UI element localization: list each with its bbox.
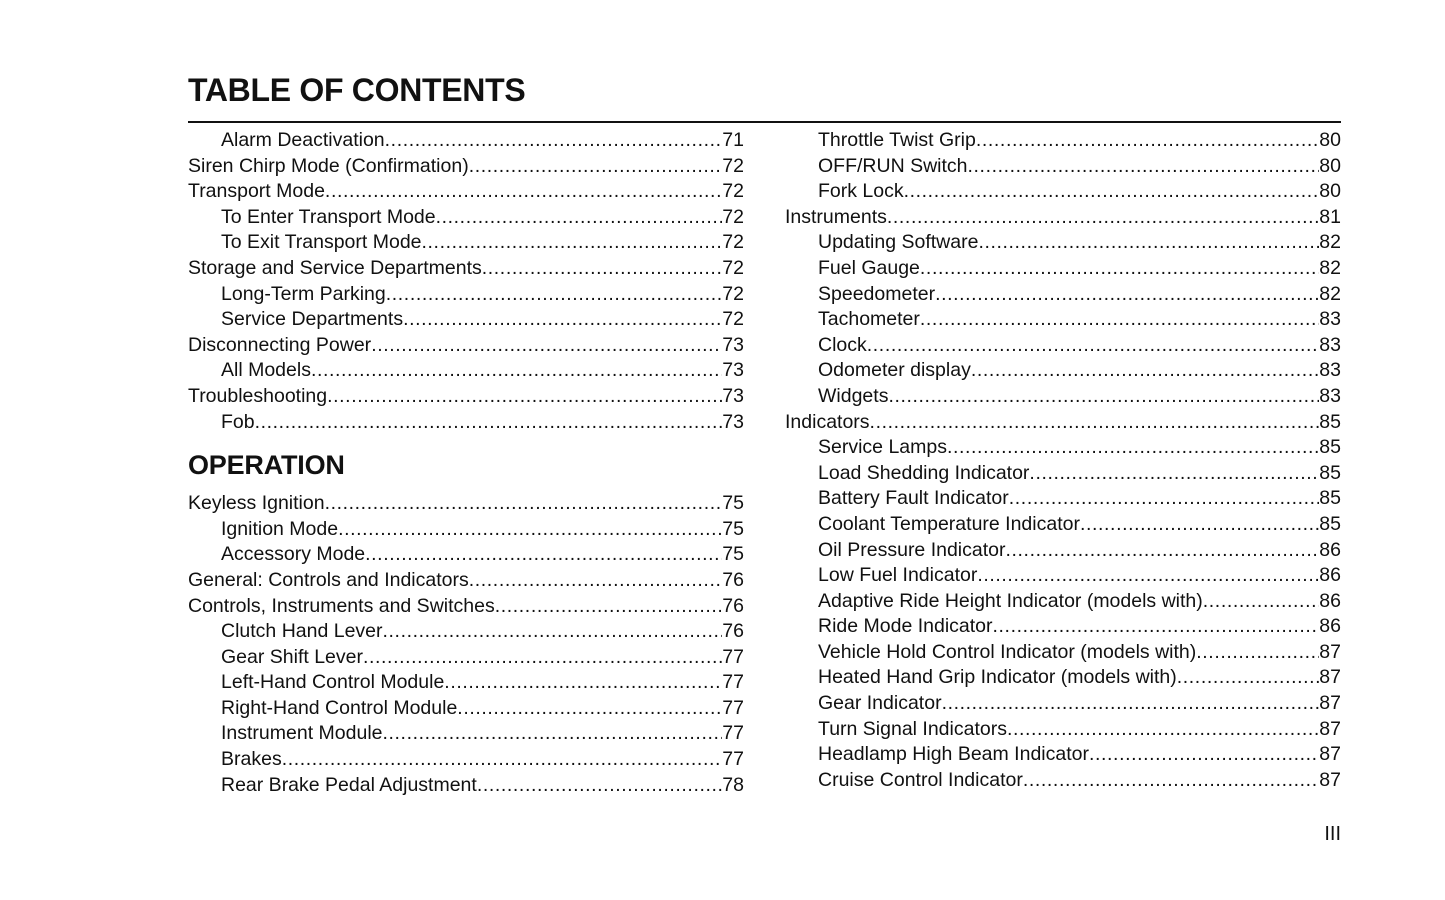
toc-entry-label: Load Shedding Indicator	[818, 461, 1030, 484]
toc-entry-page: 72	[722, 154, 744, 177]
toc-entry[interactable]	[785, 282, 1341, 308]
toc-entry-label: Clutch Hand Lever	[221, 620, 383, 643]
toc-entry-page: 85	[1319, 512, 1341, 535]
toc-entry[interactable]	[188, 594, 744, 620]
toc-entry-label: Battery Fault Indicator	[818, 487, 1009, 510]
dot-leader	[365, 542, 722, 568]
toc-entry-page: 73	[722, 359, 744, 382]
toc-entry-page: 87	[1319, 768, 1341, 791]
dot-leader	[371, 333, 722, 359]
dot-leader	[403, 307, 722, 333]
toc-entry-page: 77	[722, 748, 744, 771]
toc-entry-label: Accessory Mode	[221, 543, 366, 566]
toc-entry-label: Coolant Temperature Indicator	[818, 512, 1080, 535]
toc-entry-label: Storage and Service Departments	[188, 256, 482, 279]
toc-entry[interactable]	[785, 154, 1341, 180]
toc-entry[interactable]	[785, 410, 1341, 436]
toc-entry-page: 83	[1319, 333, 1341, 356]
toc-entry-label: Controls, Instruments and Switches	[188, 594, 495, 617]
dot-leader	[1080, 512, 1319, 538]
toc-entry-label: Troubleshooting	[188, 384, 328, 407]
page-title: TABLE OF CONTENTS	[188, 72, 526, 108]
toc-entry[interactable]	[785, 205, 1341, 231]
dot-leader	[947, 435, 1319, 461]
toc-entry-page: 85	[1319, 461, 1341, 484]
toc-entry[interactable]	[785, 486, 1341, 512]
toc-entry[interactable]	[785, 691, 1341, 717]
toc-entry-page: 87	[1319, 717, 1341, 740]
toc-entry[interactable]	[785, 179, 1341, 205]
dot-leader	[436, 205, 723, 231]
toc-entry-label: Turn Signal Indicators	[818, 717, 1007, 740]
dot-leader	[457, 696, 722, 722]
toc-entry-label: Adaptive Ride Height Indicator (models with)	[818, 589, 1203, 612]
toc-right-column	[785, 128, 1341, 793]
dot-leader	[311, 358, 722, 384]
toc-entry[interactable]	[188, 410, 744, 436]
toc-entry[interactable]	[785, 589, 1341, 615]
toc-list-operation	[188, 491, 744, 798]
toc-entry-label: Low Fuel Indicator	[818, 564, 978, 587]
toc-entry-page: 72	[722, 205, 744, 228]
toc-entry[interactable]	[785, 665, 1341, 691]
toc-entry-page: 75	[722, 492, 744, 515]
toc-entry-label: Long-Term Parking	[221, 282, 386, 305]
toc-entry[interactable]	[188, 230, 744, 256]
toc-entry[interactable]	[188, 256, 744, 282]
toc-entry-label: Speedometer	[818, 282, 936, 305]
toc-entry-label: Cruise Control Indicator	[818, 768, 1023, 791]
dot-leader	[968, 154, 1320, 180]
toc-entry-label: Disconnecting Power	[188, 333, 372, 356]
toc-entry-label: All Models	[221, 359, 311, 382]
toc-entry[interactable]	[785, 614, 1341, 640]
toc-entry-page: 77	[722, 722, 744, 745]
dot-leader	[325, 179, 722, 205]
toc-entry-label: Instruments	[785, 205, 887, 228]
toc-entry-page: 86	[1319, 538, 1341, 561]
toc-entry-page: 83	[1319, 359, 1341, 382]
toc-entry-label: General: Controls and Indicators	[188, 568, 469, 591]
toc-entry[interactable]	[188, 645, 744, 671]
toc-entry-label: Fob	[221, 410, 255, 433]
toc-entry-label: Fuel Gauge	[818, 256, 920, 279]
toc-entry-label: Ride Mode Indicator	[818, 615, 993, 638]
dot-leader	[255, 410, 723, 436]
dot-leader	[920, 256, 1319, 282]
dot-leader	[870, 410, 1320, 436]
toc-entry-label: Vehicle Hold Control Indicator (models with)	[818, 640, 1197, 663]
toc-entry-label: Brakes	[221, 748, 282, 771]
dot-leader	[942, 691, 1320, 717]
toc-entry-page: 85	[1319, 436, 1341, 459]
toc-entry[interactable]	[188, 619, 744, 645]
toc-entry[interactable]	[785, 307, 1341, 333]
toc-entry[interactable]	[188, 773, 744, 799]
toc-entry-page: 83	[1319, 384, 1341, 407]
toc-entry-label: Updating Software	[818, 231, 979, 254]
dot-leader	[1023, 768, 1319, 794]
dot-leader	[422, 230, 723, 256]
toc-entry[interactable]	[188, 491, 744, 517]
dot-leader	[887, 205, 1319, 231]
toc-entry-label: Keyless Ignition	[188, 492, 325, 515]
dot-leader	[977, 563, 1319, 589]
dot-leader	[477, 773, 722, 799]
toc-entry[interactable]	[785, 128, 1341, 154]
dot-leader	[971, 358, 1319, 384]
toc-entry-page: 77	[722, 671, 744, 694]
dot-leader	[386, 282, 723, 308]
toc-entry-label: Instrument Module	[221, 722, 383, 745]
toc-entry[interactable]	[188, 568, 744, 594]
dot-leader	[993, 614, 1320, 640]
dot-leader	[935, 282, 1319, 308]
toc-entry-page: 86	[1319, 564, 1341, 587]
toc-entry-page: 77	[722, 645, 744, 668]
toc-entry-page: 73	[722, 410, 744, 433]
dot-leader	[383, 721, 723, 747]
toc-entry[interactable]	[785, 358, 1341, 384]
toc-list-continued	[188, 128, 744, 435]
toc-entry-label: Transport Mode	[188, 180, 325, 203]
toc-entry-label: Ignition Mode	[221, 517, 339, 540]
dot-leader	[1203, 589, 1320, 615]
toc-entry-label: To Enter Transport Mode	[221, 205, 436, 228]
dot-leader	[363, 645, 722, 671]
toc-entry-page: 85	[1319, 487, 1341, 510]
toc-entry-page: 87	[1319, 692, 1341, 715]
dot-leader	[904, 179, 1320, 205]
dot-leader	[978, 230, 1319, 256]
dot-leader	[482, 256, 723, 282]
toc-entry-label: Widgets	[818, 384, 889, 407]
toc-entry-page: 82	[1319, 231, 1341, 254]
toc-entry-page: 87	[1319, 666, 1341, 689]
toc-entry-page: 71	[722, 129, 744, 151]
dot-leader	[1029, 461, 1319, 487]
toc-entry-label: Service Lamps	[818, 436, 947, 459]
toc-entry-page: 81	[1319, 205, 1341, 228]
dot-leader	[469, 568, 723, 594]
toc-entry-label: Indicators	[785, 410, 870, 433]
dot-leader	[282, 747, 723, 773]
toc-entry[interactable]	[785, 256, 1341, 282]
toc-entry-page: 72	[722, 256, 744, 279]
toc-entry-page: 76	[722, 568, 744, 591]
dot-leader	[1089, 742, 1319, 768]
toc-entry[interactable]	[188, 517, 744, 543]
toc-entry[interactable]	[785, 384, 1341, 410]
section-heading-operation: OPERATION	[188, 450, 345, 481]
toc-entry[interactable]	[785, 435, 1341, 461]
toc-entry-label: Headlamp High Beam Indicator	[818, 743, 1089, 766]
toc-entry-label: Alarm Deactivation	[221, 129, 385, 151]
toc-entry[interactable]	[188, 696, 744, 722]
toc-entry[interactable]	[188, 721, 744, 747]
toc-entry[interactable]	[188, 128, 744, 154]
dot-leader	[338, 517, 722, 543]
toc-entry-page: 87	[1319, 743, 1341, 766]
toc-entry-label: Right-Hand Control Module	[221, 696, 458, 719]
toc-entry-label: Tachometer	[818, 308, 920, 331]
toc-entry-label: Rear Brake Pedal Adjustment	[221, 773, 477, 796]
toc-entry-page: 72	[722, 231, 744, 254]
dot-leader	[920, 307, 1319, 333]
toc-entry[interactable]	[188, 307, 744, 333]
toc-entry-page: 78	[722, 773, 744, 796]
toc-entry-label: Gear Indicator	[818, 692, 942, 715]
dot-leader	[1196, 640, 1319, 666]
dot-leader	[1009, 486, 1320, 512]
toc-entry-label: Gear Shift Lever	[221, 645, 363, 668]
dot-leader	[385, 128, 723, 154]
toc-entry-page: 76	[722, 620, 744, 643]
toc-entry[interactable]	[188, 747, 744, 773]
toc-entry[interactable]	[785, 333, 1341, 359]
toc-entry[interactable]	[188, 282, 744, 308]
toc-entry-page: 72	[722, 308, 744, 331]
toc-left-column	[188, 128, 744, 798]
toc-entry[interactable]	[785, 717, 1341, 743]
dot-leader	[495, 594, 723, 620]
toc-entry[interactable]	[188, 542, 744, 568]
toc-entry-label: To Exit Transport Mode	[221, 231, 422, 254]
toc-entry-page: 72	[722, 180, 744, 203]
toc-entry-page: 82	[1319, 282, 1341, 305]
dot-leader	[444, 670, 722, 696]
toc-entry[interactable]	[785, 640, 1341, 666]
toc-entry-page: 75	[722, 543, 744, 566]
toc-entry-label: Service Departments	[221, 308, 404, 331]
toc-entry-page: 80	[1319, 154, 1341, 177]
toc-entry-label: Left-Hand Control Module	[221, 671, 445, 694]
toc-entry-page: 83	[1319, 308, 1341, 331]
dot-leader	[383, 619, 723, 645]
toc-entry-page: 85	[1319, 410, 1341, 433]
toc-entry-page: 86	[1319, 615, 1341, 638]
toc-entry[interactable]	[785, 768, 1341, 794]
toc-entry[interactable]	[188, 358, 744, 384]
dot-leader	[1177, 665, 1320, 691]
toc-entry-page: 80	[1319, 129, 1341, 151]
dot-leader	[325, 491, 723, 517]
toc-entry-page: 87	[1319, 640, 1341, 663]
toc-entry-page: 73	[722, 384, 744, 407]
toc-entry[interactable]	[188, 333, 744, 359]
toc-entry-label: Odometer display	[818, 359, 971, 382]
toc-entry-page: 82	[1319, 256, 1341, 279]
toc-entry-label: Heated Hand Grip Indicator (models with)	[818, 666, 1177, 689]
dot-leader	[1006, 538, 1320, 564]
page-number: III	[1324, 823, 1341, 845]
dot-leader	[469, 154, 723, 180]
dot-leader	[1007, 717, 1319, 743]
toc-entry-label: OFF/RUN Switch	[818, 154, 968, 177]
toc-entry[interactable]	[188, 670, 744, 696]
title-divider	[188, 121, 1341, 123]
dot-leader	[888, 384, 1319, 410]
toc-entry[interactable]	[785, 230, 1341, 256]
toc-entry[interactable]	[785, 512, 1341, 538]
toc-list-instruments	[785, 128, 1341, 793]
toc-entry[interactable]	[188, 384, 744, 410]
toc-entry-label: Siren Chirp Mode (Confirmation)	[188, 154, 469, 177]
toc-entry-page: 80	[1319, 180, 1341, 203]
dot-leader	[867, 333, 1320, 359]
toc-entry-page: 76	[722, 594, 744, 617]
toc-entry-page: 75	[722, 517, 744, 540]
toc-entry[interactable]	[188, 154, 744, 180]
toc-entry-label: Throttle Twist Grip	[818, 129, 976, 151]
toc-entry[interactable]	[785, 461, 1341, 487]
toc-entry-label: Clock	[818, 333, 867, 356]
dot-leader	[327, 384, 722, 410]
toc-entry[interactable]	[785, 742, 1341, 768]
toc-entry-page: 77	[722, 696, 744, 719]
toc-entry-label: Oil Pressure Indicator	[818, 538, 1006, 561]
toc-entry[interactable]	[188, 179, 744, 205]
toc-entry-page: 73	[722, 333, 744, 356]
toc-entry[interactable]	[785, 538, 1341, 564]
dot-leader	[976, 128, 1319, 154]
toc-entry[interactable]	[188, 205, 744, 231]
toc-entry-page: 72	[722, 282, 744, 305]
toc-entry-label: Fork Lock	[818, 180, 904, 203]
toc-entry[interactable]	[785, 563, 1341, 589]
toc-entry-page: 86	[1319, 589, 1341, 612]
